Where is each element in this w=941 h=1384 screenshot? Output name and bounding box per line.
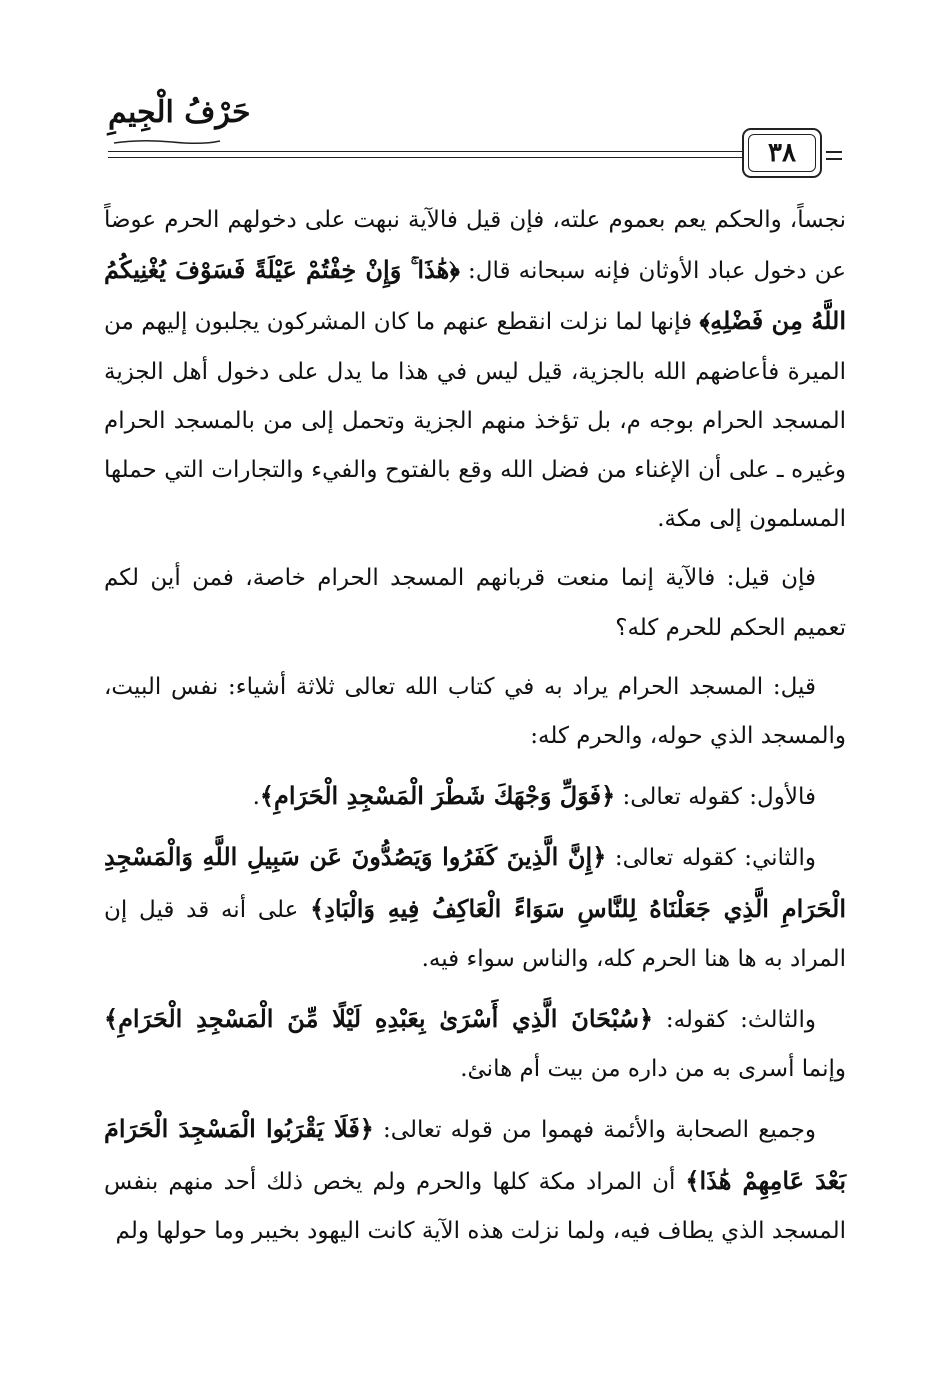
paragraph-lead: والثاني: كقوله تعالى: (606, 845, 816, 872)
paragraph-lead: فالأول: كقوله تعالى: (615, 784, 816, 811)
header-rule-end-mark (826, 148, 842, 166)
paragraph (104, 832, 846, 984)
paragraph-text: نجساً، والحكم يعم بعموم علته، فإن قيل فالآية نبهت على دخولهم الحرم عوضاً عن دخول عباد الأوثان فإنه سبحانه قال: (104, 207, 846, 285)
paragraph-text: وجميع الصحابة والأئمة فهموا من قوله تعالى: (373, 1117, 816, 1144)
quran-verse: ﴿فَوَلِّ وَجْهَكَ شَطْرَ الْمَسْجِدِ الْحَرَامِ﴾ (259, 781, 616, 811)
page-number-frame (742, 128, 822, 178)
header-double-rule (108, 148, 744, 166)
quran-verse: ﴿هَٰذَا ۚ وَإِنْ خِفْتُمْ عَيْلَةً فَسَوْفَ يُغْنِيكُمُ اللَّهُ مِن فَضْلِهِ﴾ (104, 255, 847, 336)
paragraph (104, 771, 846, 822)
page-number: ٣٨ (768, 138, 796, 168)
paragraph-text: على أنه قد قيل إن المراد به ها هنا الحرم كله، والناس سواء فيه. (104, 896, 846, 972)
paragraph: فإن قيل: فالآية إنما منعت قربانهم المسجد الحرام خاصة، فمن أين لكم تعميم الحكم للحرم كله؟ (104, 565, 846, 641)
paragraph (104, 196, 846, 544)
paragraph (104, 994, 846, 1094)
chapter-running-title: حَرْفُ الْجِيمِ (108, 95, 251, 130)
paragraph-text: . (252, 784, 260, 811)
paragraph-text: وإنما أسرى به من داره من بيت أم هانئ. (460, 1056, 846, 1083)
paragraph-lead: والثالث: كقوله: (653, 1007, 816, 1034)
paragraph: قيل: المسجد الحرام يراد به في كتاب الله تعالى ثلاثة أشياء: نفس البيت، والمسجد الذي حوله، والحرم كله: (104, 673, 846, 750)
page-body-text (104, 196, 846, 1256)
quran-verse: ﴿فَلَا يَقْرَبُوا الْمَسْجِدَ الْحَرَامَ بَعْدَ عَامِهِمْ هَٰذَا﴾ (104, 1114, 846, 1195)
paragraph-text: فإنها لما نزلت انقطع عنهم ما كان المشركون يجلبون إليهم من الميرة فأعاضهم الله بالجزية، قيل ليس في هذا ما يدل على دخول أهل الجزية المسجد الحرام بوجه م، بل تؤخذ منهم الجزية وتحمل إلى من بالمسجد الحرام وغيره ـ على أن الإغناء من فضل الله وقع بالفتوح والفيء والتجارات التي حملها المسلمون إلى مكة. (104, 309, 846, 533)
quran-verse: ﴿سُبْحَانَ الَّذِي أَسْرَىٰ بِعَبْدِهِ لَيْلًا مِّنَ الْمَسْجِدِ الْحَرَامِ﴾ (104, 1004, 654, 1034)
paragraph-text: أن المراد مكة كلها والحرم ولم يخص ذلك أحد منهم بنفس المسجد الذي يطاف فيه، ولما نزلت هذه الآية كانت اليهود بخيبر وما حولها ولم (104, 1168, 846, 1244)
quran-verse: ﴿إِنَّ الَّذِينَ كَفَرُوا وَيَصُدُّونَ عَن سَبِيلِ اللَّهِ وَالْمَسْجِدِ الْحَرَامِ الَّذِي جَعَلْنَاهُ لِلنَّاسِ سَوَاءً الْعَاكِفُ فِيهِ وَالْبَادِ﴾ (104, 842, 847, 923)
title-swash-ornament (112, 138, 222, 146)
paragraph (104, 1104, 846, 1256)
